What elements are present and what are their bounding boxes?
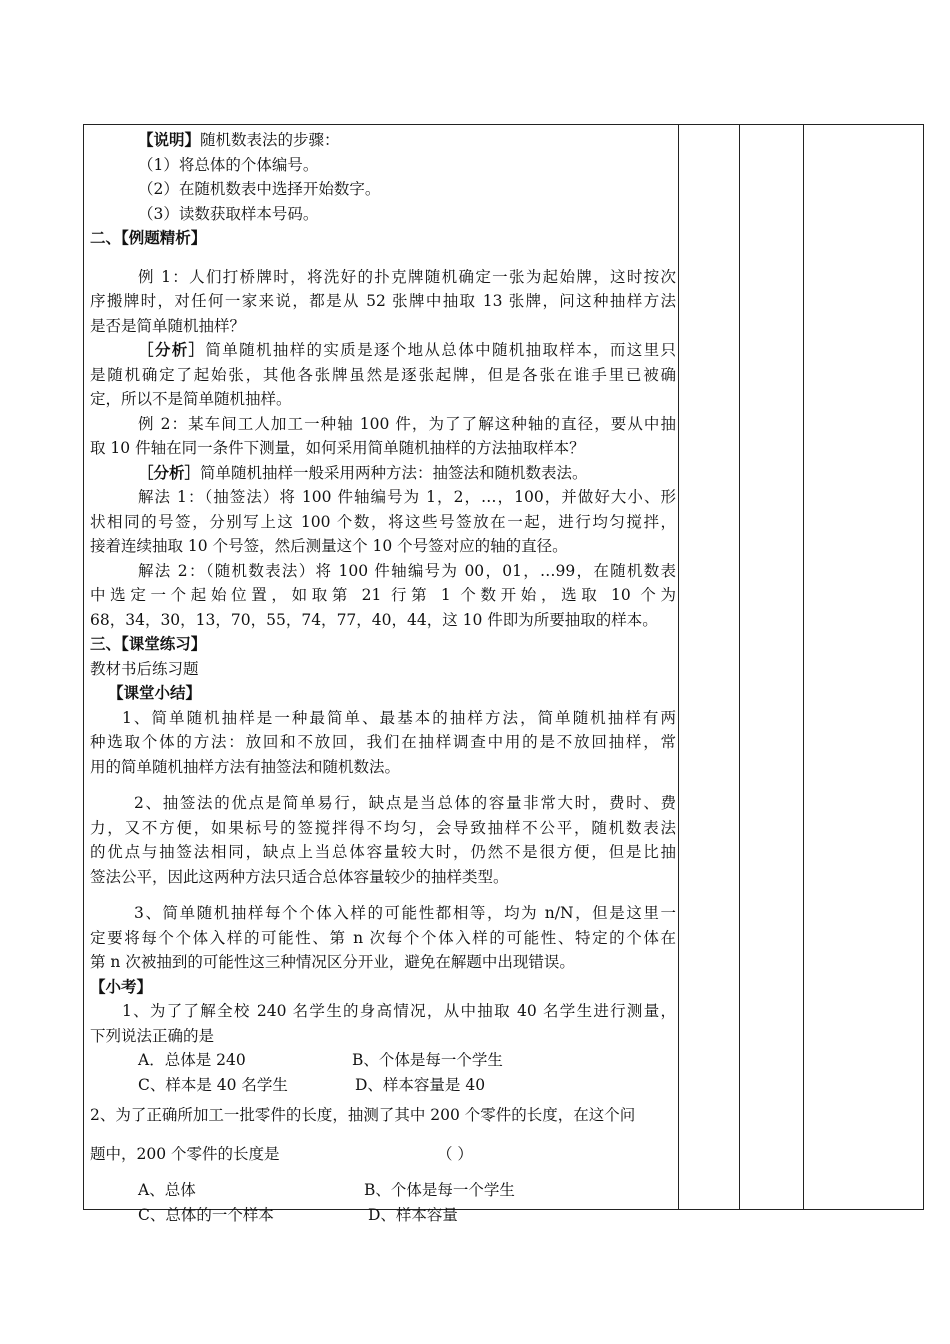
quiz-question-text: 题中，200 个零件的长度是: [90, 1144, 280, 1163]
practice-text: 教材书后练习题: [90, 659, 199, 678]
explain-text: 随机数表法的步骤：: [200, 131, 340, 149]
quiz-option: D、样本容量: [368, 1205, 458, 1224]
analysis-heading: ［分析］: [138, 462, 201, 482]
analysis-text: 简单随机抽样一般采用两种方法：抽签法和随机数表法。: [200, 463, 588, 482]
quiz-option: B、个体是每一个学生: [352, 1051, 503, 1069]
lesson-content: [90, 128, 676, 1227]
analysis-line: [90, 461, 676, 486]
quiz-option: C、总体的一个样本: [138, 1205, 274, 1224]
lesson-table: [83, 124, 924, 1224]
analysis-line: 定，所以不是简单随机抽样。: [90, 390, 292, 408]
column-divider: [803, 125, 804, 1209]
quiz-question-line: 1、为了了解全校 240 名学生的身高情况，从中抽取 40 名学生进行测量，: [122, 1002, 676, 1020]
analysis-line: [90, 338, 676, 363]
quiz-question-line: [90, 1142, 676, 1167]
analysis-heading: ［分析］: [138, 340, 206, 359]
quiz-option: D、样本容量是 40: [355, 1075, 486, 1094]
solution-1-line: 接着连续抽取 10 个号签，然后测量这个 10 个号签对应的轴的直径。: [90, 537, 568, 555]
summary-line: 用的简单随机抽样方法有抽签法和随机数法。: [90, 757, 401, 776]
summary-line: 的优点与抽签法相同，缺点上当总体容量较大时，仍然不是很方便，但是比抽: [90, 843, 676, 861]
column-divider: [678, 125, 679, 1209]
summary-line: 力，又不方便，如果标号的签搅拌得不均匀，会导致抽样不公平，随机数表法: [90, 818, 676, 837]
summary-line: 3、简单随机抽样每个个体入样的可能性都相等，均为 n/N，但是这里一: [134, 904, 676, 922]
summary-line: 签法公平，因此这两种方法只适合总体容量较少的抽样类型。: [90, 867, 509, 886]
analysis-text: 简单随机抽样的实质是逐个地从总体中随机抽取样本，而这里只: [205, 341, 676, 359]
column-divider: [739, 125, 740, 1209]
analysis-line: 是随机确定了起始张，其他各张牌虽然是逐张起牌，但是各张在谁手里已被确: [90, 365, 676, 384]
quiz-options-row: [90, 1073, 676, 1098]
solution-1-line: 状相同的号签，分别写上这 100 个数，将这些号签放在一起，进行均匀搅拌，: [90, 512, 676, 531]
summary-line: 种选取个体的方法：放回和不放回，我们在抽样调查中用的是不放回抽样，常: [90, 733, 676, 751]
example-1-line: 例 1：人们打桥牌时，将洗好的扑克牌随机确定一张为起始牌，这时按次: [138, 267, 676, 286]
quiz-question-line: 下列说法正确的是: [90, 1026, 215, 1045]
quiz-option: C、样本是 40 名学生: [138, 1075, 288, 1094]
solution-2-line: 解法 2：（随机数表法）将 100 件轴编号为 00，01，…99，在随机数表: [138, 561, 676, 580]
section-title: 三、【课堂练习】: [90, 634, 207, 653]
quiz-option: A．总体是 240: [138, 1051, 246, 1069]
quiz-options-row: [90, 1178, 676, 1203]
example-2-line: 取 10 件轴在同一条件下测量，如何采用简单随机抽样的方法抽取样本？: [90, 439, 585, 457]
step-item: （2）在随机数表中选择开始数字。: [138, 180, 381, 198]
summary-line: 1、简单随机抽样是一种最简单、最基本的抽样方法，简单随机抽样有两: [122, 708, 676, 727]
explain-heading: 【说明】: [138, 130, 201, 149]
solution-2-line: 中选定一个起始位置，如取第 21 行第 1 个数开始，选取 10 个为: [90, 586, 676, 604]
quiz-option: B、个体是每一个学生: [364, 1181, 515, 1199]
example-2-line: 例 2：某车间工人加工一种轴 100 件，为了了解这种轴的直径，要从中抽: [138, 414, 676, 433]
summary-line: 2、抽签法的优点是简单易行，缺点是当总体的容量非常大时，费时、费: [134, 794, 676, 812]
solution-2-line: 68，34，30，13，70，55，74，77，40，44，这 10 件即为所要抽取的样本。: [90, 610, 658, 629]
step-item: （3）读数获取样本号码。: [138, 204, 319, 223]
quiz-options-row: [90, 1048, 676, 1073]
explain-line: [90, 128, 676, 153]
quiz-question-line: 2、为了正确所加工一批零件的长度，抽测了其中 200 个零件的长度，在这个问: [90, 1106, 636, 1124]
quiz-option: A、总体: [138, 1181, 196, 1199]
quiz-heading: 【小考】: [90, 976, 153, 996]
answer-blank: （ ）: [437, 1144, 473, 1163]
summary-line: 定要将每个个体入样的可能性、第 n 次每个个体入样的可能性、特定的个体在: [90, 928, 676, 947]
summary-line: 第 n 次被抽到的可能性这三种情况区分开业，避免在解题中出现错误。: [90, 953, 575, 971]
summary-heading: 【课堂小结】: [108, 683, 202, 702]
quiz-options-row: [90, 1203, 676, 1228]
section-title: 二、【例题精析】: [90, 228, 207, 247]
solution-1-line: 解法 1：（抽签法）将 100 件轴编号为 1，2，…，100，并做好大小、形: [138, 488, 676, 506]
step-item: （1）将总体的个体编号。: [138, 155, 319, 174]
example-1-line: 序搬牌时，对任何一家来说，都是从 52 张牌中抽取 13 张牌，问这种抽样方法: [90, 292, 676, 310]
example-1-line: 是否是简单随机抽样？: [90, 316, 246, 335]
